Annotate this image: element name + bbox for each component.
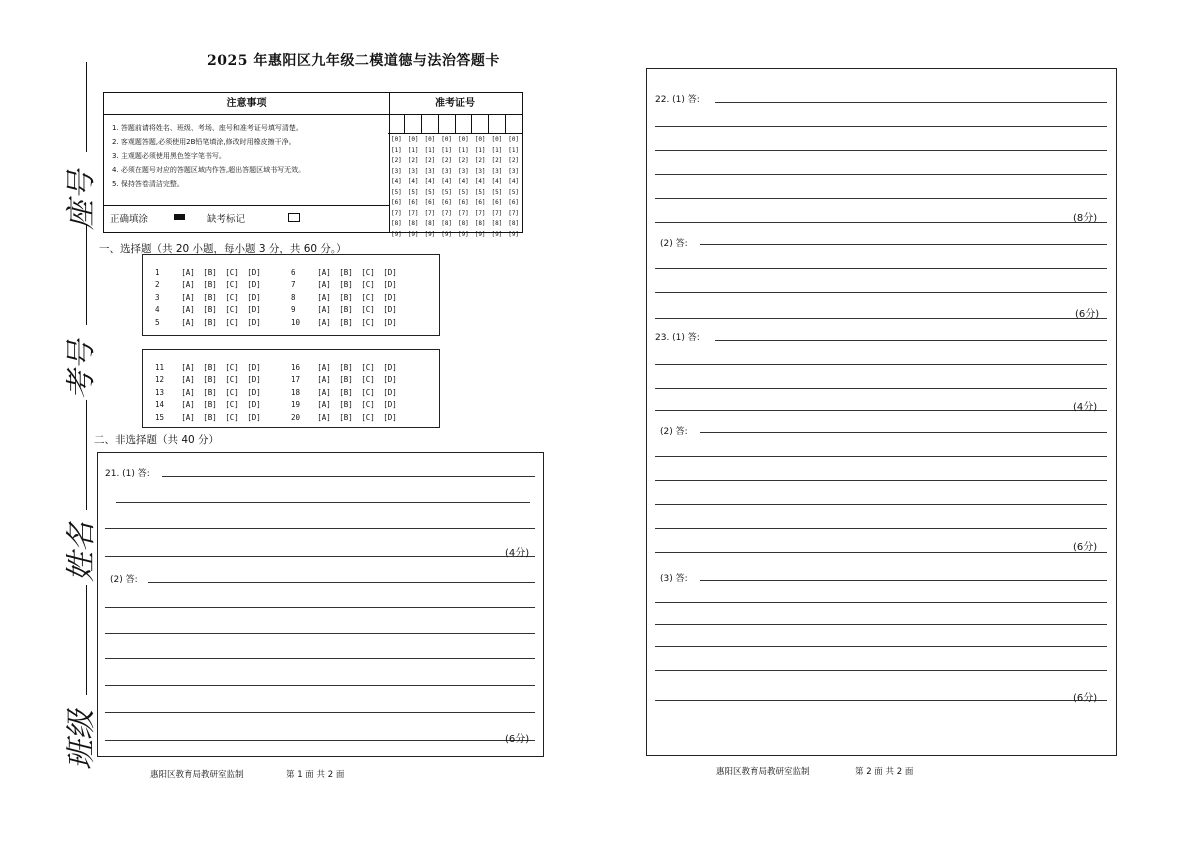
notice-box [103,92,390,233]
choice-bubble[interactable]: [A] [317,317,331,327]
choice-bubble[interactable]: [D] [383,412,397,422]
question-number: 6 [291,267,296,277]
question-number: 19 [291,400,301,410]
digit-bubble[interactable]: [3] [508,167,520,175]
q23-part1-score: (4分) [1073,402,1098,413]
answer-line[interactable] [655,268,1107,269]
digit-bubble[interactable]: [0] [508,136,520,143]
digit-bubble[interactable]: [3] [457,167,469,175]
question-number: 20 [291,412,301,422]
choice-bubble[interactable]: [A] [181,292,195,302]
digit-bubble[interactable]: [0] [491,136,503,143]
choice-bubble[interactable]: [C] [225,267,239,277]
question-number: 14 [155,400,165,410]
ticket-digit-column [422,135,439,240]
seat-label: 座号 [64,170,99,230]
q23-part3-label: (3) 答: [660,574,688,584]
mc-row [155,304,401,317]
question-number: 17 [291,375,301,385]
digit-bubble[interactable]: [4] [390,178,402,185]
digit-bubble[interactable]: [2] [424,157,436,164]
q23-part2-score: (6分) [1073,542,1098,553]
digit-bubble[interactable]: [4] [457,178,469,185]
digit-bubble[interactable]: [3] [424,167,436,175]
digit-bubble[interactable]: [4] [441,178,453,185]
answer-line[interactable] [655,480,1107,481]
question-number: 4 [155,305,160,315]
q22-part1-score: (8分) [1073,213,1098,224]
choice-bubble[interactable]: [D] [247,400,261,410]
choice-bubble[interactable]: [D] [383,267,397,277]
choice-bubble[interactable]: [A] [181,280,195,290]
digit-bubble[interactable]: [6] [457,199,469,206]
choice-bubble[interactable]: [B] [339,317,353,327]
choice-bubble[interactable]: [D] [247,375,261,385]
answer-line[interactable] [655,646,1107,647]
digit-bubble[interactable]: [0] [424,136,436,143]
q22-part2-score: (6分) [1075,309,1100,320]
digit-bubble[interactable]: [5] [457,188,469,196]
choice-bubble[interactable]: [D] [247,387,261,397]
q22-part2-label: (2) 答: [660,239,688,249]
choice-bubble[interactable]: [D] [383,375,397,385]
ticket-bubble-grid[interactable] [388,134,522,240]
digit-bubble[interactable]: [7] [407,209,419,217]
digit-bubble[interactable]: [7] [491,209,503,217]
fill-correct-label: 正确填涂 [110,214,149,225]
question-number: 16 [291,362,301,372]
choice-bubble[interactable]: [C] [225,400,239,410]
digit-bubble[interactable]: [0] [441,136,453,143]
mc-row [155,316,401,329]
digit-bubble[interactable]: [9] [407,230,419,238]
notice-item: 5. 保持答卷清洁完整。 [112,180,184,188]
answer-line[interactable] [715,102,1107,103]
choice-bubble[interactable]: [C] [361,362,375,372]
choice-bubble[interactable]: [C] [225,387,239,397]
answer-line[interactable] [655,198,1107,199]
choice-bubble[interactable]: [B] [203,400,217,410]
answer-line[interactable] [655,126,1107,127]
mc-row [155,374,401,387]
choice-bubble[interactable]: [B] [339,400,353,410]
digit-bubble[interactable]: [2] [508,157,520,164]
answer-line[interactable] [105,607,535,608]
digit-bubble[interactable]: [2] [407,157,419,164]
choice-bubble[interactable]: [A] [317,375,331,385]
choice-bubble[interactable]: [D] [383,400,397,410]
digit-bubble[interactable]: [9] [390,230,402,238]
footer-right-page: 第 2 面 共 2 面 [855,767,914,777]
question-number: 1 [155,267,160,277]
answer-line[interactable] [655,150,1107,151]
answer-line[interactable] [655,222,1107,223]
digit-bubble[interactable]: [6] [491,199,503,206]
choice-bubble[interactable]: [C] [225,375,239,385]
answer-line[interactable] [655,410,1107,411]
digit-bubble[interactable]: [6] [508,199,520,206]
binding-line-top [86,62,87,152]
question-number: 18 [291,387,301,397]
choice-bubble[interactable]: [A] [181,375,195,385]
digit-bubble[interactable]: [4] [474,178,486,185]
choice-bubble[interactable]: [A] [317,280,331,290]
digit-bubble[interactable]: [0] [407,136,419,143]
answer-line[interactable] [700,432,1107,433]
ticket-write-row[interactable] [388,115,522,134]
ticket-digit-column [388,135,405,240]
q23-part2-label: (2) 答: [660,427,688,437]
binding-line-4 [86,585,87,695]
q21-part1-score: (4分) [505,548,530,559]
mc-row [155,411,401,424]
digit-bubble[interactable]: [1] [407,146,419,154]
digit-bubble[interactable]: [7] [390,209,402,217]
choice-bubble[interactable]: [C] [225,292,239,302]
ticket-digit-column [405,135,422,240]
ticket-digit-column [472,135,489,240]
choice-bubble[interactable]: [B] [203,375,217,385]
choice-bubble[interactable]: [A] [317,412,331,422]
q22-part1-label: 22. (1) 答: [655,95,700,105]
choice-bubble[interactable]: [B] [339,292,353,302]
ticket-digit-column [455,135,472,240]
digit-bubble[interactable]: [1] [474,146,486,154]
digit-bubble[interactable]: [1] [457,146,469,154]
choice-bubble[interactable]: [A] [181,400,195,410]
question-number: 10 [291,317,301,327]
q23-part3-score: (6分) [1073,693,1098,704]
digit-bubble[interactable]: [4] [508,178,520,185]
choice-bubble[interactable]: [B] [203,280,217,290]
choice-bubble[interactable]: [C] [361,267,375,277]
digit-bubble[interactable]: [2] [491,157,503,164]
choice-bubble[interactable]: [A] [317,292,331,302]
choice-bubble[interactable]: [C] [225,317,239,327]
answer-line[interactable] [162,476,535,477]
ticket-header: 准考证号 [388,93,522,115]
question-number: 15 [155,412,165,422]
answer-line[interactable] [715,340,1107,341]
q21-part2-score: (6分) [505,734,530,745]
q21-part1-label: 21. (1) 答: [105,469,150,479]
choice-bubble[interactable]: [B] [203,387,217,397]
choice-bubble[interactable]: [D] [247,317,261,327]
choice-bubble[interactable]: [B] [339,375,353,385]
digit-bubble[interactable]: [8] [474,220,486,227]
choice-bubble[interactable]: [D] [247,280,261,290]
digit-bubble[interactable]: [5] [441,188,453,196]
digit-bubble[interactable]: [8] [390,220,402,227]
answer-line[interactable] [105,685,535,686]
question-number: 9 [291,305,296,315]
digit-bubble[interactable]: [8] [407,220,419,227]
choice-bubble[interactable]: [B] [339,280,353,290]
digit-bubble[interactable]: [9] [457,230,469,238]
notice-item: 3. 主观题必须使用黑色签字笔书写。 [112,152,226,160]
digit-bubble[interactable]: [2] [390,157,402,164]
digit-bubble[interactable]: [1] [491,146,503,154]
digit-bubble[interactable]: [5] [474,188,486,196]
digit-bubble[interactable]: [6] [424,199,436,206]
digit-bubble[interactable]: [6] [390,199,402,206]
choice-bubble[interactable]: [A] [317,387,331,397]
question-number: 13 [155,387,165,397]
choice-bubble[interactable]: [C] [361,412,375,422]
section2-heading: 二、非选择题（共 40 分） [94,434,220,446]
digit-bubble[interactable]: [7] [441,209,453,217]
answer-line[interactable] [105,712,535,713]
answer-line[interactable] [655,292,1107,293]
question-number: 11 [155,362,165,372]
answer-line[interactable] [655,318,1107,319]
mc-row [155,279,401,292]
answer-line[interactable] [655,602,1107,603]
choice-bubble[interactable]: [A] [181,362,195,372]
choice-bubble[interactable]: [C] [361,292,375,302]
choice-bubble[interactable]: [B] [203,317,217,327]
choice-bubble[interactable]: [D] [247,305,261,315]
choice-bubble[interactable]: [B] [203,362,217,372]
choice-bubble[interactable]: [C] [225,280,239,290]
digit-bubble[interactable]: [4] [407,178,419,185]
choice-bubble[interactable]: [C] [225,362,239,372]
question-number: 2 [155,280,160,290]
digit-bubble[interactable]: [6] [407,199,419,206]
choice-bubble[interactable]: [A] [181,387,195,397]
mc-row [155,361,401,374]
binding-line-2 [86,225,87,325]
mc-group-1 [142,254,440,336]
notice-item: 2. 客观题答题,必须使用2B铅笔填涂,修改时用橡皮擦干净。 [112,138,296,146]
digit-bubble[interactable]: [8] [424,220,436,227]
choice-bubble[interactable]: [A] [181,317,195,327]
choice-bubble[interactable]: [A] [317,267,331,277]
digit-bubble[interactable]: [2] [474,157,486,164]
choice-bubble[interactable]: [A] [181,412,195,422]
choice-bubble[interactable]: [C] [361,305,375,315]
choice-bubble[interactable]: [C] [361,400,375,410]
digit-bubble[interactable]: [2] [441,157,453,164]
choice-bubble[interactable]: [A] [181,305,195,315]
digit-bubble[interactable]: [2] [457,157,469,164]
digit-bubble[interactable]: [9] [424,230,436,238]
choice-bubble[interactable]: [B] [203,412,217,422]
answer-line[interactable] [655,700,1107,701]
choice-bubble[interactable]: [C] [361,387,375,397]
digit-bubble[interactable]: [3] [390,167,402,175]
choice-bubble[interactable]: [A] [181,267,195,277]
binding-line-3 [86,400,87,510]
digit-bubble[interactable]: [7] [508,209,520,217]
digit-bubble[interactable]: [8] [457,220,469,227]
choice-bubble[interactable]: [C] [225,305,239,315]
answer-line[interactable] [105,740,535,741]
mc-row [155,386,401,399]
digit-bubble[interactable]: [5] [508,188,520,196]
choice-bubble[interactable]: [B] [203,305,217,315]
class-label: 班级 [64,710,99,770]
choice-bubble[interactable]: [B] [203,292,217,302]
digit-bubble[interactable]: [1] [441,146,453,154]
digit-bubble[interactable]: [5] [407,188,419,196]
digit-bubble[interactable]: [5] [390,188,402,196]
answer-line[interactable] [105,658,535,659]
question-number: 12 [155,375,165,385]
choice-bubble[interactable]: [D] [383,305,397,315]
notice-item: 1. 答题前请将姓名、班级、考场、座号和准考证号填写清楚。 [112,124,303,132]
right-answer-box [646,68,1117,756]
question-number: 3 [155,292,160,302]
notice-item: 4. 必须在题号对应的答题区域内作答,超出答题区域书写无效。 [112,166,306,174]
digit-bubble[interactable]: [9] [441,230,453,238]
answer-line[interactable] [655,552,1107,553]
ticket-box [388,92,523,238]
digit-bubble[interactable]: [6] [441,199,453,206]
absent-checkbox[interactable] [288,213,300,222]
answer-line[interactable] [105,528,535,529]
answer-line[interactable] [655,364,1107,365]
choice-bubble[interactable]: [C] [361,280,375,290]
choice-bubble[interactable]: [D] [247,267,261,277]
answer-line[interactable] [105,633,535,634]
choice-bubble[interactable]: [B] [339,387,353,397]
answer-line[interactable] [700,244,1107,245]
q21-part2-label: (2) 答: [110,575,138,585]
page-title: 2025 年惠阳区九年级二模道德与法治答题卡 [207,53,500,69]
answer-line[interactable] [655,456,1107,457]
digit-bubble[interactable]: [5] [491,188,503,196]
digit-bubble[interactable]: [4] [424,178,436,185]
choice-bubble[interactable]: [A] [317,362,331,372]
answer-line[interactable] [105,556,535,557]
footer-right-org: 惠阳区教育局教研室监制 [716,767,810,777]
digit-bubble[interactable]: [6] [474,199,486,206]
mc-row [155,399,401,412]
answer-line[interactable] [655,670,1107,671]
digit-bubble[interactable]: [0] [457,136,469,143]
name-label: 姓名 [64,522,99,582]
answer-line[interactable] [655,504,1107,505]
digit-bubble[interactable]: [3] [407,167,419,175]
answer-line[interactable] [700,580,1107,581]
section1-heading: 一、选择题（共 20 小题，每小题 3 分，共 60 分。） [99,243,347,255]
question-number: 8 [291,292,296,302]
answer-line[interactable] [116,502,530,503]
absent-mark-label: 缺考标记 [207,214,246,225]
digit-bubble[interactable]: [9] [508,230,520,238]
question-number: 5 [155,317,160,327]
digit-bubble[interactable]: [9] [491,230,503,238]
question-number: 7 [291,280,296,290]
ticket-digit-column [438,135,455,240]
choice-bubble[interactable]: [D] [383,317,397,327]
choice-bubble[interactable]: [D] [247,412,261,422]
exam-no-label: 考号 [64,340,99,400]
choice-bubble[interactable]: [D] [383,280,397,290]
answer-line[interactable] [148,582,535,583]
choice-bubble[interactable]: [B] [203,267,217,277]
choice-bubble[interactable]: [C] [361,317,375,327]
answer-line[interactable] [655,624,1107,625]
digit-bubble[interactable]: [3] [474,167,486,175]
footer-left-org: 惠阳区教育局教研室监制 [150,770,244,780]
digit-bubble[interactable]: [4] [491,178,503,185]
choice-bubble[interactable]: [B] [339,362,353,372]
choice-bubble[interactable]: [D] [247,292,261,302]
mc-row [155,291,401,304]
digit-bubble[interactable]: [7] [424,209,436,217]
digit-bubble[interactable]: [3] [441,167,453,175]
q23-part1-label: 23. (1) 答: [655,333,700,343]
digit-bubble[interactable]: [3] [491,167,503,175]
answer-line[interactable] [655,174,1107,175]
choice-bubble[interactable]: [B] [339,305,353,315]
notice-header: 注意事项 [104,93,389,115]
digit-bubble[interactable]: [0] [390,136,402,143]
mc-group-2 [142,349,440,428]
filled-sample-icon [174,214,185,220]
choice-bubble[interactable]: [B] [339,412,353,422]
digit-bubble[interactable]: [5] [424,188,436,196]
choice-bubble[interactable]: [D] [383,292,397,302]
digit-bubble[interactable]: [1] [508,146,520,154]
choice-bubble[interactable]: [B] [339,267,353,277]
ticket-digit-column [489,135,506,240]
digit-bubble[interactable]: [7] [474,209,486,217]
choice-bubble[interactable]: [D] [247,362,261,372]
digit-bubble[interactable]: [7] [457,209,469,217]
digit-bubble[interactable]: [8] [491,220,503,227]
mc-row [155,266,401,279]
choice-bubble[interactable]: [C] [225,412,239,422]
footer-left-page: 第 1 面 共 2 面 [286,770,345,780]
digit-bubble[interactable]: [0] [474,136,486,143]
digit-bubble[interactable]: [1] [390,146,402,154]
answer-line[interactable] [655,528,1107,529]
answer-line[interactable] [655,388,1107,389]
digit-bubble[interactable]: [8] [441,220,453,227]
choice-bubble[interactable]: [D] [383,362,397,372]
choice-bubble[interactable]: [D] [383,387,397,397]
ticket-digit-column [505,135,522,240]
digit-bubble[interactable]: [8] [508,220,520,227]
choice-bubble[interactable]: [A] [317,305,331,315]
choice-bubble[interactable]: [A] [317,400,331,410]
digit-bubble[interactable]: [9] [474,230,486,238]
digit-bubble[interactable]: [1] [424,146,436,154]
choice-bubble[interactable]: [C] [361,375,375,385]
